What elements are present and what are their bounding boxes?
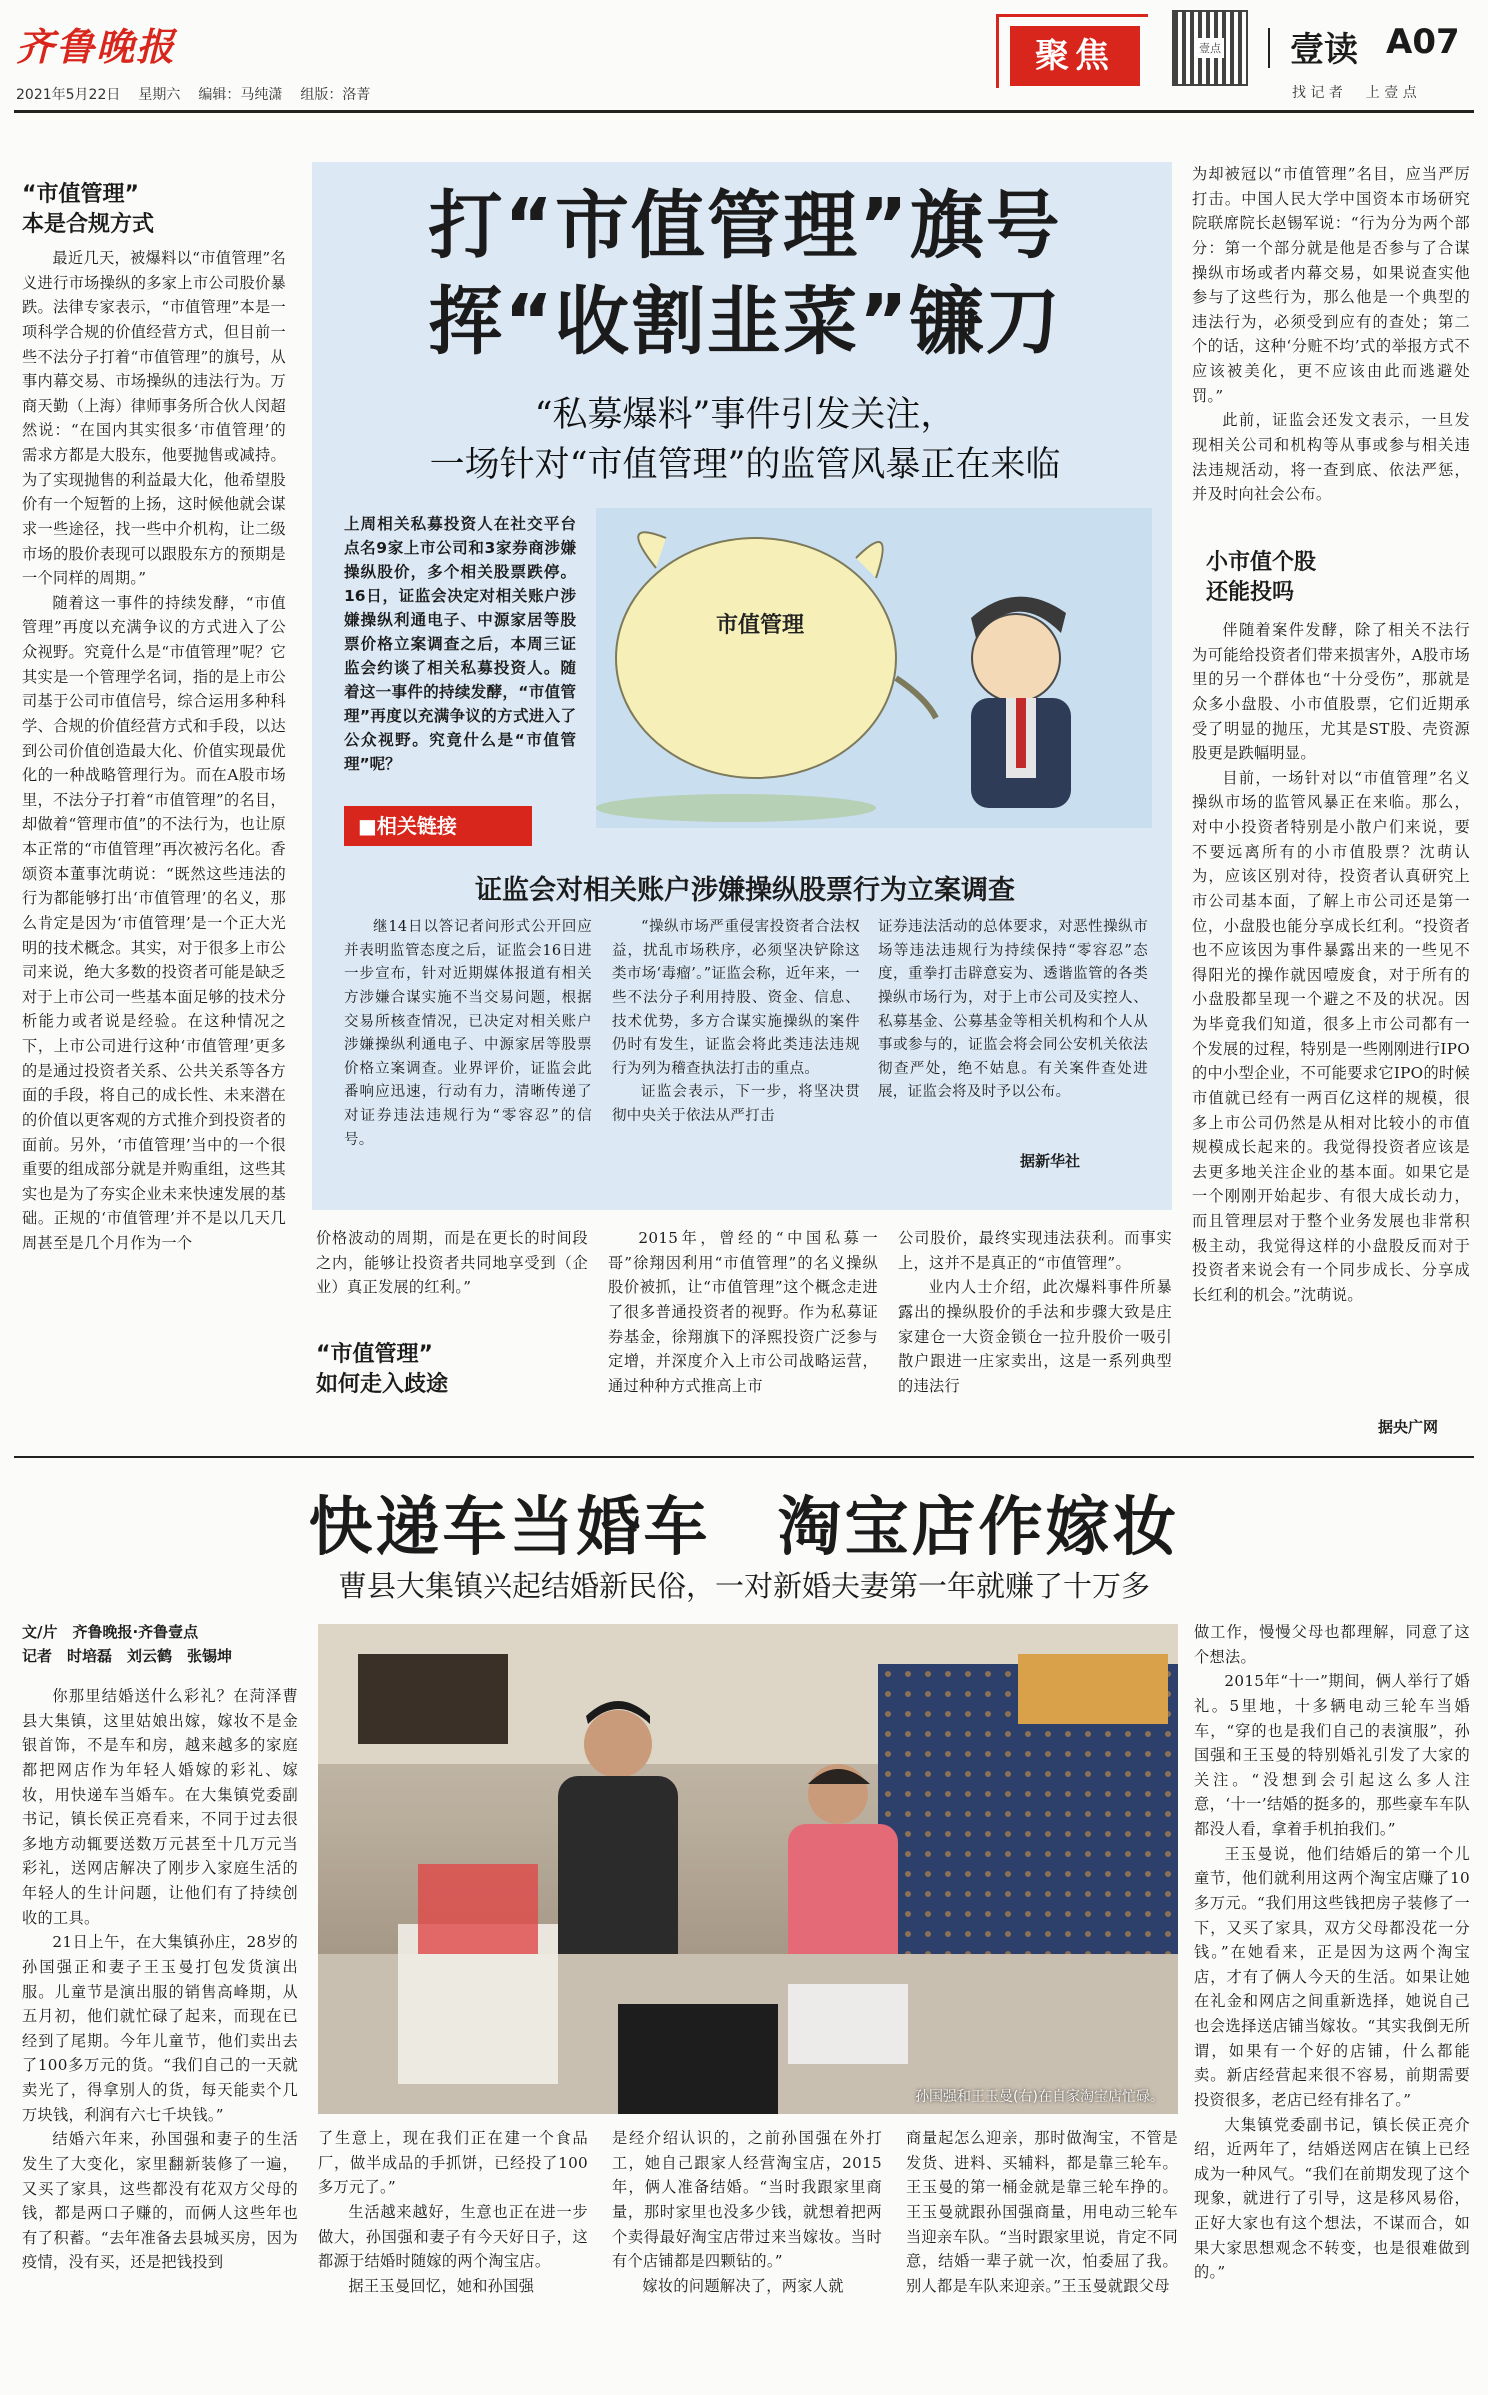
story1-subhead xyxy=(330,390,1160,490)
story1-headline xyxy=(330,178,1160,370)
issue-weekday: 星期六 xyxy=(138,87,181,103)
s2-col1-para1: 你那里结婚送什么彩礼？在菏泽曹县大集镇，这里姑娘出嫁，嫁妆不是金银首饰，不是车和房，越来越多的家庭都把网店作为年轻人婚嫁的彩礼、嫁妆，用快递车当婚车。在大集镇党委副书记，镇长侯正亮看来，不同于过去很多地方动辄要送数万元甚至十几万元当彩礼，送网店解决了刚步入家庭生活的年轻人的生计问题，让他们有了持续创收的工具。 xyxy=(22,1687,298,1927)
s2-col5-para3: 王玉曼说，他们结婚后的第一个儿童节，他们就利用这两个淘宝店赚了10多万元。“我们用这些钱把房子装修了一下，又买了家具，双方父母都没花一分钱。”在她看来，正是因为这两个淘宝店，才有了俩人今天的生活。如果让她在礼金和网店之间重新选择，她说自己也会选择送店铺当嫁妆。“其实我倒无所谓，如果有一个好的店铺，什么都能卖。新店经营起来很不容易，前期需要投资很多，老店已经有排名了。” xyxy=(1194,1844,1470,2109)
designer-credit: 组版：洛菁 xyxy=(300,87,371,103)
qr-code xyxy=(1172,10,1248,86)
s2-col5-para2: 2015年“十一”期间，俩人举行了婚礼。5里地，十多辆电动三轮车当婚车，“穿的也是我们自己的表演服”，孙国强和王玉曼的特别婚礼引发了大家的关注。“没想到会引起这么多人注意，‘十一’结婚的挺多的，那些豪车车队都没人看，拿着手机拍我们。” xyxy=(1194,1672,1470,1838)
cont-col4-para2: 业内人士介绍，此次爆料事件所暴露出的操纵股价的手法和步骤大致是庄家建仓一大资金锁仓一拉升股价一吸引散户跟进一庄家卖出，这是一系列典型的违法行 xyxy=(898,1278,1172,1395)
byline-line2: 记者 时培磊 刘云鹤 张锡坤 xyxy=(22,1647,233,1665)
right-para1: 为却被冠以“市值管理”名目，应当严厉打击。中国人民大学中国资本市场研究院联席院长赵锡军说：“行为分为两个部分：第一个部分就是他是否参与了合谋操纵市场或者内幕交易，如果说查实他参与了这些行为，那么他是一个典型的违法行为，必须受到应有的查处；第二个的话，这种‘分赃不均’式的举报方式不应该被美化，更不应该由此而逃避处罚。” xyxy=(1192,165,1470,405)
story2-headline: 快递车当婚车 淘宝店作嫁妆 xyxy=(308,1491,1180,1565)
box-col1-text: 继14日以答记者问形式公开回应并表明监管态度之后，证监会16日进一步宣布，针对近期媒体报道有相关方涉嫌合谋实施不当交易问题，根据交易所核查情况，已决定对相关账户涉嫌操纵利通电子、中源家居等股票价格立案调查。业界评价，证监会此番响应迅速，行动有力，清晰传递了对证券违法违规行为“零容忍”的信号。 xyxy=(344,919,592,1148)
story2-photo xyxy=(318,1624,1178,2114)
story2-col5 xyxy=(1194,1620,1470,2390)
s2-col5-para1: 做工作，慢慢父母也都理解，同意了这个想法。 xyxy=(1194,1623,1470,1666)
cont-col2 xyxy=(316,1226,588,1300)
story-divider xyxy=(14,1456,1474,1458)
related-link-badge xyxy=(344,806,532,846)
newspaper-logo: 齐鲁晚报 xyxy=(16,24,177,69)
qr-label: 壹点 xyxy=(1196,38,1224,58)
square-icon: ■ xyxy=(358,814,377,838)
box-title: 证监会对相关账户涉嫌操纵股票行为立案调查 xyxy=(475,875,1015,906)
right-para3: 伴随着案件发酵，除了相关不法行为可能给投资者们带来损害外，A股市场里的另一个群体也“十分受伤”，那就是众多小盘股、小市值股票，它们近期承受了明显的抛压，尤其是ST股、壳资源股更是跌幅明显。 xyxy=(1192,621,1470,763)
story2-col2 xyxy=(318,2126,588,2298)
cont-col2-subheading: “市值管理” 如何走入歧途 xyxy=(316,1342,449,1397)
right-credit: 据央广网 xyxy=(1378,1418,1439,1436)
byline-line1: 文/片 齐鲁晚报·齐鲁壹点 xyxy=(22,1623,199,1641)
slogan: 找 记 者 上 壹 点 xyxy=(1292,85,1417,101)
story2-col4 xyxy=(906,2126,1178,2298)
right-subheading: 小市值个股 还能投吗 xyxy=(1206,550,1317,605)
headline-line2: 挥“收割韭菜”镰刀 xyxy=(428,279,1062,365)
right-column-lower xyxy=(1192,618,1470,1408)
money-bag-cartoon xyxy=(596,508,1152,828)
cont-col4-para1: 公司股价，最终实现违法获利。而事实上，这并不是真正的“市值管理”。 xyxy=(898,1229,1172,1272)
right-para4: 目前，一场针对以“市值管理”名义操纵市场的监管风暴正在来临。那么，对中小投资者特别是小散户们来说，要不要远离所有的小市值股票？沈萌认为，应该区别对待，投资者认真研究上市公司基本面，了解上市公司还是第一位，小盘股也能分享成长红利。“投资者也不应该因为事件暴露出来的一些见不得阳光的操作就因噎废食，对于所有的小盘股都呈现一个避之不及的状况。因为毕竟我们知道，很多上市公司都有一个发展的过程，特别是一些刚刚进行IPO的中小型企业，不可能要求它IPO的时候市值就已经有一两百亿这样的规模，很多上市公司仍然是从相对比较小的市值规模成长起来的。我觉得投资者应该是去更多地关注企业的基本面。如果它是一个刚刚开始起步、有很大成长动力，而且管理层对于整个业务发展也非常积极主动，我觉得这样的小盘股反而对于投资者来说会有一个同步成长、分享成长红利的机会。”沈萌说。 xyxy=(1192,768,1470,1304)
masthead-rule xyxy=(14,110,1474,113)
editor-credit: 编辑：马纯潇 xyxy=(198,87,283,103)
shop-photo xyxy=(318,1624,1178,2114)
right-column xyxy=(1192,162,1470,507)
s2-col2-para1: 了生意上，现在我们正在建一个食品厂，做半成品的手抓饼，已经投了100多万元了。” xyxy=(318,2129,588,2197)
illustration-label: 市值管理 xyxy=(716,613,805,638)
cont-col2-text: 价格波动的周期，而是在更长的时间段之内，能够让投资者共同地享受到（企业）真正发展的红利。” xyxy=(316,1229,588,1297)
story2-subhead: 曹县大集镇兴起结婚新民俗，一对新婚夫妻第一年就赚了十万多 xyxy=(337,1569,1150,1603)
s2-col1-para2: 21日上午，在大集镇孙庄，28岁的孙国强正和妻子王玉曼打包发货演出服。儿童节是演出服的销售高峰期，从五月初，他们就忙碌了起来，而现在已经到了尾期。今年儿童节，他们卖出去了100多万元的货。“我们自己的一天就卖光了，得拿别人的货，每天能卖个几万块钱，利润有六七千块钱。” xyxy=(22,1933,298,2124)
left-subheading: “市值管理” 本是合规方式 xyxy=(22,182,155,237)
story2-col1 xyxy=(22,1684,298,2384)
s2-col3-para2: 嫁妆的问题解决了，两家人就 xyxy=(642,2276,844,2295)
cont-col3 xyxy=(608,1226,878,1398)
subhead-line2: 一场针对“市值管理”的监管风暴正在来临 xyxy=(429,445,1061,485)
box-col3-text: 证券违法活动的总体要求，对恶性操纵市场等违法违规行为持续保持“零容忍”态度，重拳打击辟意妄为、透谐监管的各类操纵市场行为，对于上市公司及实控人、私募基金、公募基金等相关机构和个人从事或参与的，证监会将会同公安机关依法彻查严处，绝不姑息。有关案件查处进展，证监会将及时予以公布。 xyxy=(878,919,1148,1101)
s2-col2-para3: 据王玉曼回忆，她和孙国强 xyxy=(348,2276,535,2295)
illustration xyxy=(596,508,1152,828)
box-col2 xyxy=(612,916,860,1129)
photo-caption: 孙国强和王玉曼(右)在自家淘宝店忙碌。 xyxy=(915,2089,1164,2105)
subhead-line1: “私募爆料”事件引发关注， xyxy=(534,395,956,435)
s2-col4-para1: 商量起怎么迎亲，那时做淘宝，不管是发货、进料、买辅料，都是靠三轮车。王玉曼的第一桶金就是靠三轮车挣的。王玉曼就跟孙国强商量，用电动三轮车当迎亲车队。“当时跟家里说，肯定不同意，结婚一辈子就一次，怕委屈了我。别人都是车队来迎亲。”王玉曼就跟父母 xyxy=(906,2129,1178,2295)
story1-lead: 上周相关私募投资人在社交平台点名9家上市公司和3家券商涉嫌操纵股价，多个相关股票跌停。16日，证监会决定对相关账户涉嫌操纵利通电子、中源家居等股票价格立案调查之后，本周三证监会约谈了相关私募投资人。随着这一事件的持续发酵，“市值管理”再度以充满争议的方式进入了公众视野。究竟什么是“市值管理”呢？ xyxy=(344,515,576,774)
left-para2: 随着这一事件的持续发酵，“市值管理”再度以充满争议的方式进入了公众视野。究竟什么是“市值管理”呢？它其实是一个管理学名词，指的是上市公司基于公司市值信号，综合运用多种科学、合规的价值经营方式和手段，以达到公司价值创造最大化、价值实现最优化的一种战略管理行为。而在A股市场里，不法分子打着“市值管理”的名目，却做着“管理市值”的不法行为，也让原本正常的“市值管理”再次被污名化。香颂资本董事沈萌说：“既然这些违法的行为都能够打出‘市值管理’的名义，那么肯定是因为‘市值管理’是一个正大光明的技术概念。其实，对于很多上市公司来说，绝大多数的投资者可能是缺乏对于上市公司一些基本面足够的技术分析能力或者说是经验。在这种情况之下，上市公司进行这种‘市值管理’更多的是通过投资者关系、公共关系等各方面的手段，将自己的成长性、未来潜在的价值以更客观的方式推介到投资者的面前。另外，‘市值管理’当中的一个很重要的组成部分就是并购重组，这些其实也是为了夯实企业未来快速发展的基础。正规的‘市值管理’并不是以几天几周甚至是几个月作为一个 xyxy=(22,593,286,1252)
s2-col3-para1: 是经介绍认识的，之前孙国强在外打工，她自己跟家人经营淘宝店，2015年，俩人准备结婚。“当时我跟家里商量，那时家里也没多少钱，就想着把两个卖得最好淘宝店带过来当嫁妆。当时有个店铺都是四颗钻的。” xyxy=(612,2129,882,2271)
box-col3 xyxy=(878,916,1148,1105)
s2-col1-para3: 结婚六年来，孙国强和妻子的生活发生了大变化，家里翻新装修了一遍，又买了家具，这些都没有花双方父母的钱，都是两口子赚的，而俩人这些年也有了积蓄。“去年准备去县城买房，因为疫情，没有买，还是把钱投到 xyxy=(22,2130,298,2272)
headline-line1: 打“市值管理”旗号 xyxy=(428,183,1062,269)
story2-col3 xyxy=(612,2126,882,2298)
section-label: 聚焦 xyxy=(1010,26,1140,86)
box-credit: 据新华社 xyxy=(1012,1150,1080,1171)
box-col1 xyxy=(344,916,592,1152)
s2-col2-para2: 生活越来越好，生意也正在进一步做大，孙国强和妻子有今天好日子，这都源于结婚时随嫁的两个淘宝店。 xyxy=(318,2202,588,2271)
left-para1: 最近几天，被爆料以“市值管理”名义进行市场操纵的多家上市公司股价暴跌。法律专家表示，“市值管理”本是一项科学合规的价值经营方式，但目前一些不法分子打着“市值管理”的旗号，从事内幕交易、市场操纵的违法行为。万商天勤（上海）律师事务所合伙人闵超然说：“在国内其实很多‘市值管理’的需求方都是大股东，他要抛售或减持。为了实现抛售的利益最大化，他希望股价有一个短暂的上扬，这时候他就会谋求一些途径，找一些中介机构，让二级市场的股价表现可以跟股东方的预期是一个同样的周期。” xyxy=(22,249,286,588)
related-label: 相关链接 xyxy=(376,814,457,838)
cont-col3-text: 2015年，曾经的“中国私募一哥”徐翔因利用“市值管理”的名义操纵股价被抓，让“市值管理”这个概念走进了很多普通投资者的视野。作为私募证券基金，徐翔旗下的泽熙投资广泛参与定增，并深度介入上市公司战略运营，通过种种方式推高上市 xyxy=(608,1229,878,1395)
right-para2: 此前，证监会还发文表示，一旦发现相关公司和机构等从事或参与相关违法违规活动，将一查到底、依法严惩，并及时向社会公布。 xyxy=(1192,411,1470,504)
cont-col4 xyxy=(898,1226,1172,1398)
s2-col5-para4: 大集镇党委副书记，镇长侯正亮介绍，近两年了，结婚送网店在镇上已经成为一种风气。“我们在前期发现了这个现象，就进行了引导，这是移风易俗，正好大家也有这个想法，不谋而合，如果大家思想观念不转变，也是很难做到的。” xyxy=(1194,2115,1470,2282)
page-number: A07 xyxy=(1386,22,1460,62)
box-col2-para2: 证监会表示，下一步，将坚决贯彻中央关于依法从严打击 xyxy=(612,1084,860,1124)
story2-byline xyxy=(22,1620,302,1668)
channel-name: 壹读 xyxy=(1290,30,1358,70)
box-col2-para1: “操纵市场严重侵害投资者合法权益，扰乱市场秩序，必须坚决铲除这类市场‘毒瘤’。”证监会称，近年来，一些不法分子利用持股、资金、信息、技术优势，多方合谋实施操纵的案件仍时有发生，证监会将此类违法违规行为列为稽查执法打击的重点。 xyxy=(612,919,860,1077)
issue-date: 2021年5月22日 xyxy=(16,87,121,103)
